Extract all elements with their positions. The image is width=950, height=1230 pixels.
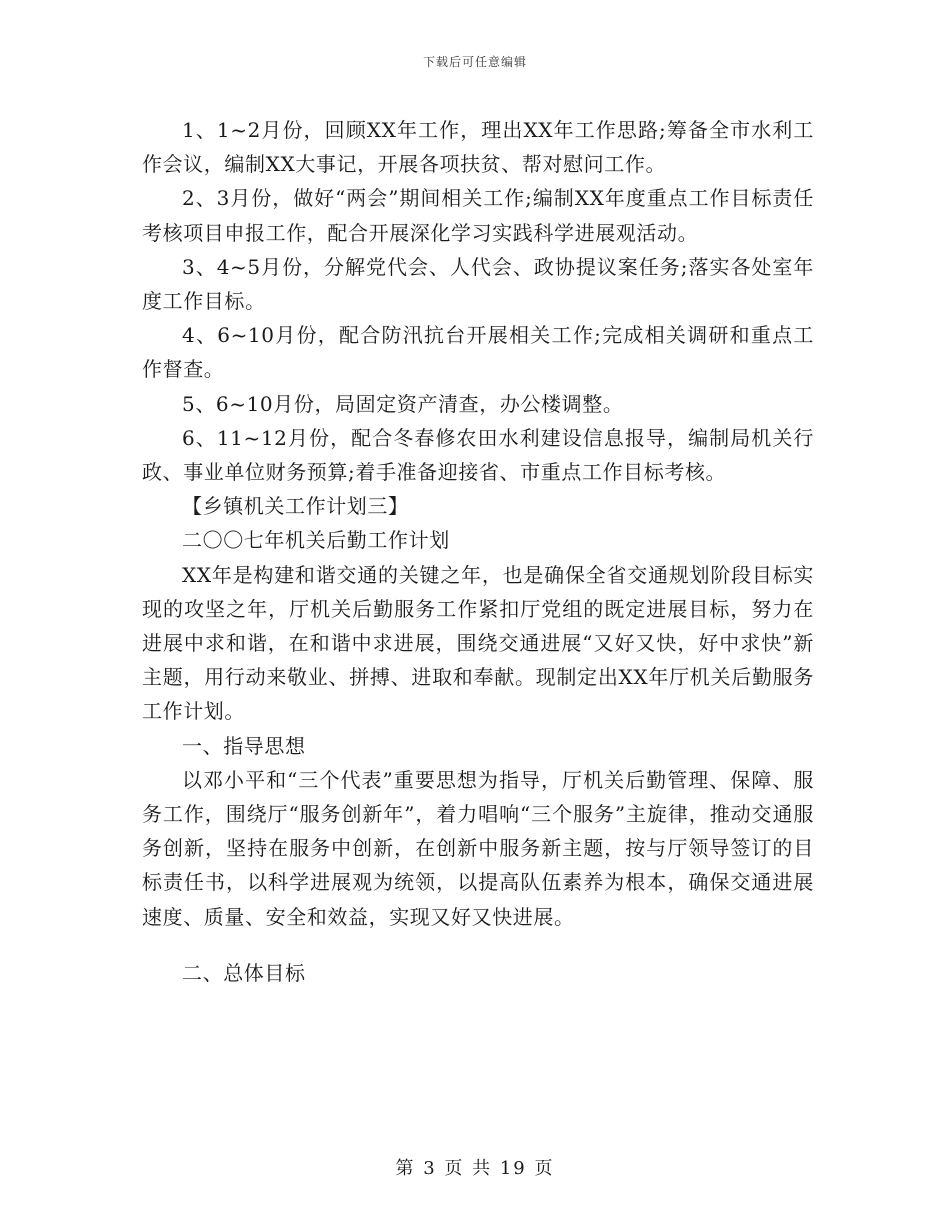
paragraph-4: 4、6~10月份，配合防汛抗台开展相关工作;完成相关调研和重点工作督查。 bbox=[142, 323, 814, 382]
paragraph-6: 6、11~12月份，配合冬春修农田水利建设信息报导，编制局机关行政、事业单位财务预算;着手准备迎接省、市重点工作目标考核。 bbox=[142, 425, 814, 485]
document-body bbox=[142, 113, 814, 990]
paragraph-3: 3、4~5月份，分解党代会、人代会、政协提议案任务;落实各处室年度工作目标。 bbox=[142, 254, 814, 314]
page-footer: 第 3 页 共 19 页 bbox=[395, 1158, 555, 1179]
intro-paragraph: XX年是构建和谐交通的关键之年，也是确保全省交通规划阶段目标实现的攻坚之年，厅机关后勤服务工作紧扣厅党组的既定进展目标，努力在进展中求和谐，在和谐中求进展，围绕交通进展“又好又快，好中求快”新主题，用行动来敬业、拼搏、进取和奉献。现制定出XX年厅机关后勤服务工作计划。 bbox=[142, 562, 814, 724]
guiding-thought-paragraph: 以邓小平和“三个代表”重要思想为指导，厅机关后勤管理、保障、服务工作，围绕厅“服务创新年”，着力唱响“三个服务”主旋律，推动交通服务创新，坚持在服务中创新，在创新中服务新主题，按与厅领导签订的目标责任书，以科学进展观为统领，以提高队伍素养为根本，确保交通进展速度、质量、安全和效益，实现又好又快进展。 bbox=[142, 767, 814, 929]
document-title: 二〇〇七年机关后勤工作计划 bbox=[182, 528, 450, 553]
section-heading-guiding-thought: 一、指导思想 bbox=[182, 733, 306, 758]
paragraph-5: 5、6~10月份，局固定资产清查，办公楼调整。 bbox=[182, 391, 624, 416]
section-heading-overall-goal: 二、总体目标 bbox=[182, 960, 306, 985]
section-heading-plan-three: 【乡镇机关工作计划三】 bbox=[182, 494, 409, 519]
paragraph-2: 2、3月份，做好“两会”期间相关工作;编制XX年度重点工作目标责任考核项目申报工作，配合开展深化学习实践科学进展观活动。 bbox=[142, 186, 814, 245]
paragraph-1: 1、1~2月份，回顾XX年工作，理出XX年工作思路;筹备全市水利工作会议，编制XX大事记，开展各项扶贫、帮对慰问工作。 bbox=[142, 118, 814, 177]
page-header: 下载后可任意编辑 bbox=[422, 55, 527, 69]
